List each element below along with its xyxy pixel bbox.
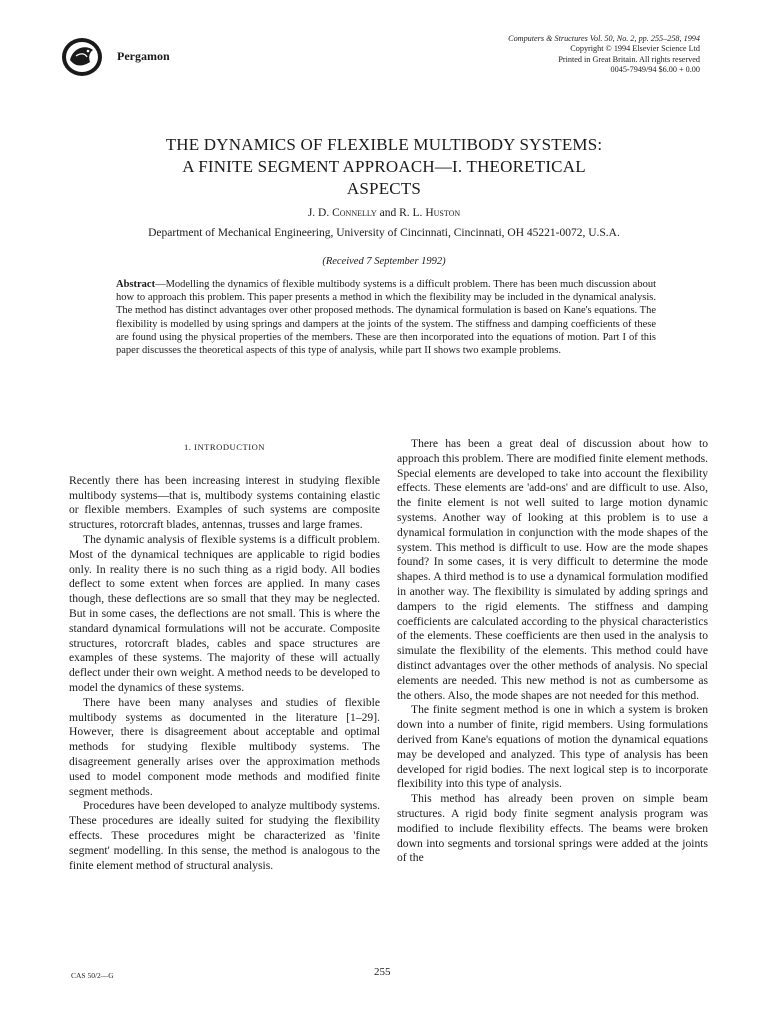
paragraph: The finite segment method is one in which a system is broken down into a number of finite, rigid members. Using formulations derived from Kane's equations of motion the dynamical equations may be developed and analyzed. This type of analysis has been developed for rigid bodies. The next logical step is to incorporate flexibility into this type of analysis. — [397, 703, 708, 791]
left-column — [69, 437, 380, 873]
section-heading: 1. INTRODUCTION — [183, 442, 266, 452]
paragraph: This method has already been proven on simple beam structures. A rigid body finite segment analysis program was modified to include flexibility effects. The beams were broken down into segments and torsional springs were added at the joints of the — [397, 792, 708, 865]
paragraph: There have been many analyses and studies of flexible multibody systems as documented in the literature [1–29]. However, there is disagreement about acceptable and optimal methods for studying flexible multibody systems. The disagreement generally arises over the approximation methods used to model component mode methods and modified finite segment methods. — [69, 695, 380, 798]
journal-info — [440, 34, 700, 76]
publisher-name: Pergamon — [117, 49, 170, 63]
page-number: 255 — [374, 966, 391, 978]
author2-initials: R. L. — [399, 207, 423, 219]
right-column — [397, 437, 708, 866]
issn-line: 0045-7949/94 $6.00 + 0.00 — [610, 65, 700, 75]
footer-code: CAS 50/2—G — [71, 971, 114, 980]
abstract — [116, 278, 656, 357]
received-date: (Received 7 September 1992) — [322, 256, 446, 267]
paragraph: Recently there has been increasing interest in studying flexible multibody systems—that is, multibody systems containing elastic or flexible members. Examples of such systems are composite structures, rotorcraft blades, antennas, trusses and large frames. — [69, 473, 380, 532]
printed-line: Printed in Great Britain. All rights reserved — [558, 54, 700, 64]
abstract-label: Abstract — [116, 279, 156, 290]
journal-citation: Computers & Structures Vol. 50, No. 2, pp. 255–258, 1994 — [508, 34, 700, 43]
affiliation: Department of Mechanical Engineering, University of Cincinnati, Cincinnati, OH 45221-0072, U.S.A. — [148, 227, 620, 239]
pergamon-logo-icon — [60, 36, 104, 78]
authors-and: and — [379, 207, 397, 219]
copyright-line: Copyright © 1994 Elsevier Science Ltd — [570, 44, 700, 54]
abstract-text: —Modelling the dynamics of flexible multibody systems is a difficult problem. There has been much discussion about how to approach this problem. This paper presents a method in which the flexibility may be included in the dynamical analysis. The method has distinct advantages over other proposed methods. The dynamical formulation is based on Kane's equations. The flexibility is modelled by using springs and dampers at the joints of the system. The stiffness and damping coefficients of these are found using the physical properties of the members. These are then incorporated into the equations of motion. Part I of this paper discusses the theoretical aspects of this type of analysis, while part II shows two example problems. — [116, 279, 656, 357]
paper-title — [84, 134, 684, 200]
author1-initials: J. D. — [307, 207, 330, 219]
paragraph: The dynamic analysis of flexible systems is a difficult problem. Most of the dynamical techniques are applicable to rigid bodies only. In reality there is no such thing as a rigid body. All bodies deflect to some extent when forces are applied. In many cases though, these deflections are so small that they may be neglected. But in some cases, the deflections are not small. This is where the standard dynamical formulations will not be accurate. Composite structures, rotorcraft blades, cables and space structures are examples of these systems. The majority of these will actually deflect under their own weight. A method needs to be developed to model the dynamics of these systems. — [69, 532, 380, 694]
author2-surname: Huston — [425, 207, 461, 219]
title-line: THE DYNAMICS OF FLEXIBLE MULTIBODY SYSTEMS: — [165, 135, 603, 154]
title-line: ASPECTS — [346, 179, 422, 198]
paragraph: There has been a great deal of discussion about how to approach this problem. There are modified finite element methods. Special elements are developed to take into account the flexibility effects. These elements are 'add-ons' and are difficult to use. Also, the finite element is not well suited to large motion dynamic systems. Another way of looking at this problem is to use a dynamical formulation in conjunction with the mode shapes of the system. This method is difficult to use. How are the mode shapes found? In some cases, it is very difficult to determine the mode shapes. A third method is to use a dynamical formulation modified in another way. The flexibility is simulated by adding springs and dampers to the rigid elements. The stiffness and damping coefficients are calculated according to the physical characteristics of the elements. These coefficients are then used in the analysis to simulate the flexibility of the elements. This method could have distinct advantages over the other methods of analysis. No special elements are needed. This new method is not as cumbersome as the others. Also, the mode shapes are not needed for this method. — [397, 437, 708, 702]
title-line: A FINITE SEGMENT APPROACH—I. THEORETICAL — [182, 157, 586, 176]
paragraph: Procedures have been developed to analyze multibody systems. These procedures are ideally suited for studying the flexibility effects. These procedures might be characterized as 'finite segment' modelling. In this sense, the method is analogous to the finite element method of structural analysis. — [69, 799, 380, 872]
authors — [84, 207, 684, 219]
author1-surname: Connelly — [332, 207, 377, 219]
